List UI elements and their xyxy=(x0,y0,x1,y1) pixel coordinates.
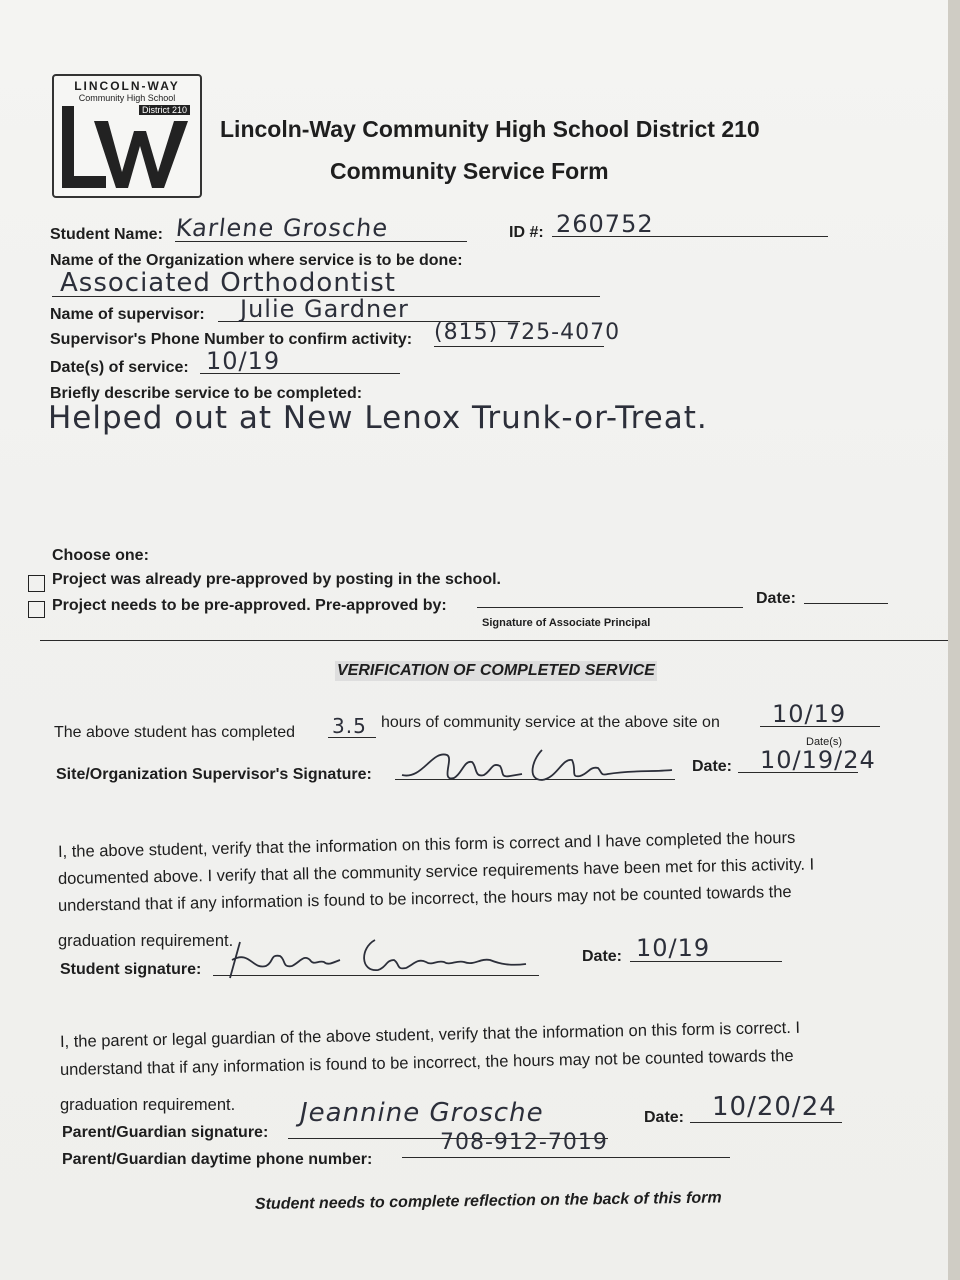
parent-phone-line xyxy=(402,1157,730,1158)
organization-field[interactable]: Associated Orthodontist xyxy=(60,268,396,298)
supervisor-date-field[interactable]: 10/19/24 xyxy=(760,746,876,774)
school-logo xyxy=(52,74,202,198)
associate-principal-caption: Signature of Associate Principal xyxy=(482,617,651,629)
page-edge xyxy=(948,0,960,1280)
logo-name: LINCOLN-WAY xyxy=(74,79,180,93)
form-subtitle: Community Service Form xyxy=(330,158,609,184)
parent-signature-field[interactable]: Jeannine Grosche xyxy=(300,1098,544,1128)
needs-preapproval-label: Project needs to be pre-approved. Pre-approved by: xyxy=(52,597,447,614)
organization-label: Name of the Organization where service is to be done: xyxy=(50,252,463,269)
supervisor-signature-scribble[interactable] xyxy=(392,740,692,790)
choose-one-label: Choose one: xyxy=(52,547,149,564)
student-name-field[interactable]: Karlene Grosche xyxy=(174,214,390,242)
supervisor-label: Name of supervisor: xyxy=(50,306,205,323)
supervisor-phone-field[interactable]: (815) 725-4070 xyxy=(434,320,621,345)
student-date-field[interactable]: 10/19 xyxy=(636,934,711,962)
completed-hours-text-start: The above student has completed xyxy=(54,724,296,741)
parent-date-field[interactable]: 10/20/24 xyxy=(712,1092,837,1122)
logo-district: District 210 xyxy=(139,105,190,115)
verification-heading: VERIFICATION OF COMPLETED SERVICE xyxy=(337,662,655,679)
supervisor-date-label: Date: xyxy=(692,758,733,775)
completed-hours-text-end: hours of community service at the above site on xyxy=(381,714,720,731)
student-signature-scribble[interactable] xyxy=(210,930,540,982)
associate-principal-signature-field[interactable] xyxy=(477,607,743,608)
student-verify-line-4: graduation requirement. xyxy=(58,932,234,950)
supervisor-field[interactable]: Julie Gardner xyxy=(240,295,409,323)
dates-caption: Date(s) xyxy=(806,736,843,748)
lw-logo-mark xyxy=(54,76,200,196)
site-date-field[interactable]: 10/19 xyxy=(772,700,847,728)
supervisor-phone-label: Supervisor's Phone Number to confirm activity: xyxy=(50,331,413,348)
hours-field[interactable]: 3.5 xyxy=(332,714,367,738)
form-title: Lincoln-Way Community High School District 210 xyxy=(220,116,760,142)
parent-phone-label: Parent/Guardian daytime phone number: xyxy=(62,1151,373,1168)
supervisor-signature-label: Site/Organization Supervisor's Signature: xyxy=(56,766,372,783)
student-signature-label: Student signature: xyxy=(60,961,202,978)
student-verify-line-2: documented above. I verify that all the community service requirements have been met for this activity. I xyxy=(57,855,815,888)
parent-verify-line-1: I, the parent or legal guardian of the above student, verify that the information on this form is correct. I xyxy=(59,1018,801,1051)
section-divider xyxy=(40,640,952,641)
service-description-field[interactable]: Helped out at New Lenox Trunk-or-Treat. xyxy=(48,400,708,436)
supervisor-phone-line xyxy=(434,346,604,347)
service-description-label: Briefly describe service to be completed: xyxy=(50,385,363,402)
preapproval-date-label: Date: xyxy=(756,590,797,607)
parent-verify-line-3: graduation requirement. xyxy=(60,1096,236,1114)
student-date-label: Date: xyxy=(582,948,623,965)
parent-verify-line-2: understand that if any information is found to be incorrect, the hours may not be counted towards the xyxy=(59,1046,794,1079)
needs-preapproval-checkbox[interactable] xyxy=(28,601,45,618)
reflection-note: Student needs to complete reflection on the back of this form xyxy=(254,1189,722,1213)
id-field[interactable]: 260752 xyxy=(556,210,654,238)
id-label: ID #: xyxy=(509,224,544,241)
student-name-label: Student Name: xyxy=(50,226,163,243)
service-dates-field[interactable]: 10/19 xyxy=(206,347,281,375)
preapproved-posted-label: Project was already pre-approved by posting in the school. xyxy=(52,571,501,588)
preapproved-posted-checkbox[interactable] xyxy=(28,575,45,592)
parent-date-line xyxy=(690,1122,842,1123)
parent-date-label: Date: xyxy=(644,1109,685,1126)
preapproval-date-field[interactable] xyxy=(804,603,888,604)
student-verify-line-3: understand that if any information is found to be incorrect, the hours may not be counted towards the xyxy=(57,882,792,915)
student-verify-line-1: I, the above student, verify that the information on this form is correct and I have completed the hours xyxy=(57,828,796,861)
service-dates-label: Date(s) of service: xyxy=(50,359,189,376)
parent-signature-label: Parent/Guardian signature: xyxy=(62,1124,269,1141)
parent-phone-field[interactable]: 708-912-7019 xyxy=(440,1130,608,1155)
logo-subtitle: Community High School xyxy=(78,93,176,103)
